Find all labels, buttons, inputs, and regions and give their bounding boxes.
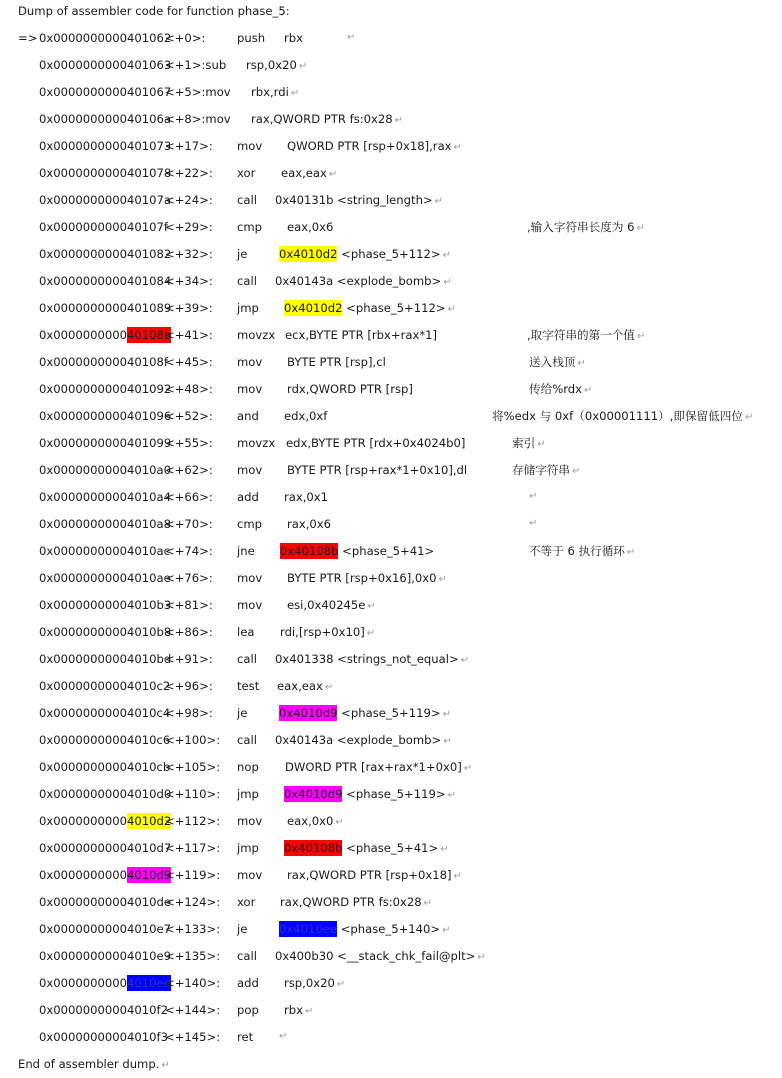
- operands: 0x40143a <explode_bomb> ↵: [275, 733, 452, 747]
- offset: <+41>:: [165, 328, 213, 342]
- operands: eax,eax ↵: [277, 679, 334, 693]
- operands: 0x401338 <strings_not_equal> ↵: [275, 652, 470, 666]
- operands: 0x40143a <explode_bomb> ↵: [275, 274, 452, 288]
- offset: <+96>:: [165, 679, 213, 693]
- paragraph-mark: ↵: [529, 491, 538, 502]
- offset: <+135>:: [165, 949, 221, 963]
- opcode: mov: [237, 382, 263, 396]
- opcode: mov: [237, 463, 263, 477]
- offset: <+66>:: [165, 490, 213, 504]
- offset: <+145>:: [165, 1030, 221, 1044]
- address: 0x00000000004010a4: [39, 490, 171, 504]
- operands: rax,QWORD PTR [rsp+0x18] ↵: [287, 868, 462, 882]
- label-highlight: 4010d9: [127, 868, 172, 882]
- operands: rsp,0x20 ↵: [284, 976, 346, 990]
- operands: esi,0x40245e ↵: [287, 598, 376, 612]
- offset: <+98>:: [165, 706, 213, 720]
- opcode: cmp: [237, 517, 263, 531]
- operands: 0x4010d2 <phase_5+112> ↵: [279, 247, 451, 261]
- opcode: mov: [237, 139, 263, 153]
- opcode: ret: [237, 1030, 254, 1044]
- opcode: add: [237, 976, 259, 990]
- offset: <+100>:: [165, 733, 221, 747]
- offset: <+39>:: [165, 301, 213, 315]
- address: 0x0000000000401096: [39, 409, 172, 423]
- jump-target-highlight: 0x4010ee: [279, 922, 338, 936]
- operands: edx,0xf: [284, 409, 328, 423]
- operands: 0x400b30 <__stack_chk_fail@plt> ↵: [275, 949, 486, 963]
- address: 0x0000000000401073: [39, 139, 172, 153]
- offset: <+140>:: [165, 976, 221, 990]
- offset: <+86>:: [165, 625, 213, 639]
- jump-target-highlight: 0x40108b: [284, 841, 343, 855]
- operands: 0x40108b <phase_5+41>: [280, 544, 435, 558]
- operands: rax,0x6: [287, 517, 332, 531]
- opcode: call: [237, 274, 257, 288]
- operands: 0x40131b <string_length> ↵: [275, 193, 444, 207]
- operands: ecx,BYTE PTR [rbx+rax*1]: [285, 328, 438, 342]
- opcode: jmp: [237, 787, 259, 801]
- operands: eax,eax ↵: [281, 166, 338, 180]
- offset: <+34>:: [165, 274, 213, 288]
- opcode: push: [237, 31, 266, 45]
- operands: rax,QWORD PTR fs:0x28 ↵: [251, 112, 404, 126]
- operands: rbx ↵: [284, 1003, 314, 1017]
- offset: <+48>:: [165, 382, 213, 396]
- jump-target-highlight: 0x4010d2: [279, 247, 338, 261]
- opcode: call: [237, 652, 257, 666]
- offset: <+76>:: [165, 571, 213, 585]
- operands: eax,0x0 ↵: [287, 814, 344, 828]
- operands: 0x4010d9 <phase_5+119> ↵: [284, 787, 456, 801]
- opcode: jne: [237, 544, 255, 558]
- address: 0x0000000000401067: [39, 85, 172, 99]
- opcode: call: [237, 733, 257, 747]
- paragraph-mark: ↵: [529, 518, 538, 529]
- operands: rax,QWORD PTR fs:0x28 ↵: [280, 895, 433, 909]
- opcode: mov: [237, 814, 263, 828]
- address: 0x0000000000401099: [39, 436, 172, 450]
- address: 0x00000000004010c6: [39, 733, 171, 747]
- address: 0x00000000004010d2: [39, 814, 172, 828]
- address: 0x00000000004010ee: [39, 976, 171, 990]
- address: 0x00000000004010e9: [39, 949, 172, 963]
- comment: 存储字符串 ↵: [512, 463, 581, 477]
- offset: <+133>:: [165, 922, 221, 936]
- offset: <+24>:: [165, 193, 213, 207]
- address: 0x00000000004010e7: [39, 922, 172, 936]
- operands: DWORD PTR [rax+rax*1+0x0] ↵: [285, 760, 473, 774]
- address: 0x000000000040108f: [39, 355, 168, 369]
- address: 0x0000000000401078: [39, 166, 172, 180]
- opcode: nop: [237, 760, 259, 774]
- address: 0x00000000004010a0: [39, 463, 171, 477]
- opcode: je: [237, 247, 248, 261]
- offset: <+52>:: [165, 409, 213, 423]
- offset: <+110>:: [165, 787, 221, 801]
- opcode: test: [237, 679, 260, 693]
- operands: QWORD PTR [rsp+0x18],rax ↵: [287, 139, 462, 153]
- offset: <+144>:: [165, 1003, 221, 1017]
- opcode: jmp: [237, 301, 259, 315]
- opcode: jmp: [237, 841, 259, 855]
- offset: <+112>:: [165, 814, 221, 828]
- offset: <+5>:mov: [165, 85, 231, 99]
- comment: 送入栈顶 ↵: [529, 355, 586, 369]
- offset: <+55>:: [165, 436, 213, 450]
- address: 0x00000000004010de: [39, 895, 171, 909]
- offset: <+8>:mov: [165, 112, 231, 126]
- label-highlight: 4010ee: [127, 976, 171, 990]
- opcode: mov: [237, 598, 263, 612]
- operands: 0x4010d9 <phase_5+119> ↵: [279, 706, 451, 720]
- operands: rax,0x1: [284, 490, 329, 504]
- opcode: je: [237, 706, 248, 720]
- address: 0x00000000004010b3: [39, 598, 172, 612]
- address: 0x00000000004010d0: [39, 787, 172, 801]
- opcode: cmp: [237, 220, 263, 234]
- address: 0x000000000040107a: [39, 193, 171, 207]
- offset: <+119>:: [165, 868, 221, 882]
- address: 0x00000000004010c2: [39, 679, 171, 693]
- address: 0x0000000000401062: [39, 31, 172, 45]
- comment: 将%edx 与 0xf（0x00001111）,即保留低四位 ↵: [492, 409, 754, 423]
- comment: 索引 ↵: [512, 436, 546, 450]
- offset: <+124>:: [165, 895, 221, 909]
- operands: rsp,0x20 ↵: [246, 58, 308, 72]
- address: 0x0000000000401092: [39, 382, 172, 396]
- opcode: movzx: [237, 436, 276, 450]
- jump-target-highlight: 0x4010d9: [279, 706, 338, 720]
- operands: rdx,QWORD PTR [rsp]: [287, 382, 413, 396]
- operands: rbx: [284, 31, 303, 45]
- address: 0x00000000004010cb: [39, 760, 171, 774]
- offset: <+105>:: [165, 760, 221, 774]
- address: 0x00000000004010d9: [39, 868, 172, 882]
- paragraph-mark: ↵: [347, 32, 356, 43]
- operands: eax,0x6: [287, 220, 334, 234]
- address: 0x00000000004010bd: [39, 652, 172, 666]
- comment: 传给%rdx ↵: [529, 382, 593, 396]
- opcode: xor: [237, 166, 256, 180]
- offset: <+62>:: [165, 463, 213, 477]
- address: 0x00000000004010ae: [39, 571, 171, 585]
- jump-target-highlight: 0x4010d2: [284, 301, 343, 315]
- address: 0x00000000004010d7: [39, 841, 172, 855]
- opcode: and: [237, 409, 259, 423]
- opcode: add: [237, 490, 259, 504]
- opcode: pop: [237, 1003, 259, 1017]
- opcode: je: [237, 922, 248, 936]
- offset: <+0>:: [165, 31, 206, 45]
- operands: 0x4010ee <phase_5+140> ↵: [279, 922, 451, 936]
- opcode: mov: [237, 868, 263, 882]
- offset: <+22>:: [165, 166, 213, 180]
- address: 0x0000000000401063: [39, 58, 172, 72]
- offset: <+45>:: [165, 355, 213, 369]
- operands: 0x40108b <phase_5+41> ↵: [284, 841, 449, 855]
- current-instruction-arrow: =>: [18, 31, 38, 45]
- offset: <+29>:: [165, 220, 213, 234]
- address: 0x00000000004010f3: [39, 1030, 168, 1044]
- operands: rbx,rdi ↵: [251, 85, 300, 99]
- label-highlight: 40108b: [127, 328, 172, 342]
- operands: rdi,[rsp+0x10] ↵: [280, 625, 376, 639]
- offset: <+70>:: [165, 517, 213, 531]
- operands: 0x4010d2 <phase_5+112> ↵: [284, 301, 456, 315]
- label-highlight: 4010d2: [127, 814, 172, 828]
- address: 0x000000000040108b: [39, 328, 172, 342]
- opcode: xor: [237, 895, 256, 909]
- offset: <+17>:: [165, 139, 213, 153]
- operands: BYTE PTR [rsp+0x16],0x0 ↵: [287, 571, 447, 585]
- comment: ,输入字符串长度为 6 ↵: [527, 220, 645, 234]
- offset: <+117>:: [165, 841, 221, 855]
- address: 0x0000000000401082: [39, 247, 172, 261]
- address: 0x00000000004010ac: [39, 544, 170, 558]
- operands: edx,BYTE PTR [rdx+0x4024b0]: [286, 436, 466, 450]
- paragraph-mark: ↵: [279, 1031, 288, 1042]
- operands: BYTE PTR [rsp+rax*1+0x10],dl: [287, 463, 468, 477]
- address: 0x000000000040107f: [39, 220, 168, 234]
- opcode: mov: [237, 355, 263, 369]
- comment: ,取字符串的第一个值 ↵: [527, 328, 646, 342]
- address: 0x0000000000401089: [39, 301, 172, 315]
- opcode: call: [237, 949, 257, 963]
- offset: <+74>:: [165, 544, 213, 558]
- jump-target-highlight: 0x4010d9: [284, 787, 343, 801]
- address: 0x00000000004010c4: [39, 706, 171, 720]
- dump-footer: End of assembler dump. ↵: [18, 1057, 170, 1071]
- address: 0x000000000040106a: [39, 112, 171, 126]
- address: 0x0000000000401084: [39, 274, 172, 288]
- comment: 不等于 6 执行循环 ↵: [529, 544, 636, 558]
- offset: <+1>:sub: [165, 58, 227, 72]
- address: 0x00000000004010f2: [39, 1003, 168, 1017]
- opcode: movzx: [237, 328, 276, 342]
- jump-target-highlight: 0x40108b: [280, 544, 339, 558]
- opcode: call: [237, 193, 257, 207]
- operands: BYTE PTR [rsp],cl: [287, 355, 386, 369]
- offset: <+91>:: [165, 652, 213, 666]
- offset: <+81>:: [165, 598, 213, 612]
- address: 0x00000000004010b8: [39, 625, 172, 639]
- dump-header: Dump of assembler code for function phase_5:: [18, 4, 290, 18]
- opcode: lea: [237, 625, 255, 639]
- offset: <+32>:: [165, 247, 213, 261]
- address: 0x00000000004010a8: [39, 517, 171, 531]
- opcode: mov: [237, 571, 263, 585]
